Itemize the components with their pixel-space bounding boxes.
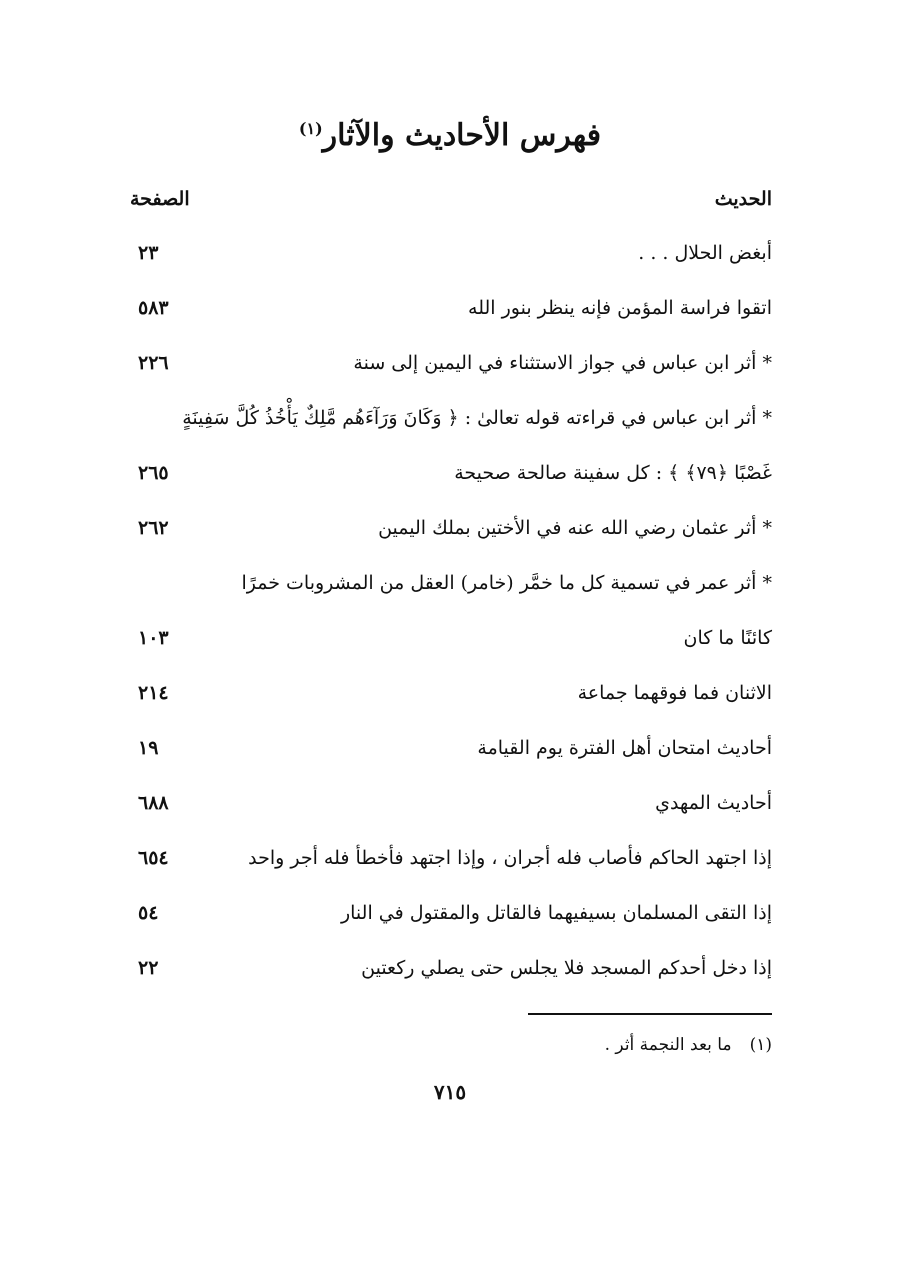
- index-entry: [130, 405, 772, 460]
- entry-page: ٢١٤: [138, 682, 169, 704]
- page-column-header: الصفحة: [130, 188, 190, 210]
- index-entry: [130, 570, 772, 625]
- entry-text: * أثر ابن عباس في جواز الاستثناء في اليمين إلى سنة: [353, 352, 772, 374]
- footnote-marker: (١): [749, 1035, 772, 1055]
- entry-text: كائنًا ما كان: [683, 627, 772, 649]
- footnote-text: ما بعد النجمة أثر .: [604, 1035, 732, 1055]
- index-entry: [130, 295, 772, 350]
- entry-text: أبغض الحلال . . .: [638, 242, 772, 264]
- entry-page: ٢٢: [138, 957, 159, 979]
- index-entry: [130, 625, 772, 680]
- entry-page: ٢٣: [138, 242, 159, 264]
- index-entry: [130, 735, 772, 790]
- entry-text: * أثر عثمان رضي الله عنه في الأختين بملك اليمين: [378, 517, 772, 539]
- entry-page: ٢٢٦: [138, 352, 169, 374]
- entry-page: ٢٦٥: [138, 462, 169, 484]
- entry-text: إذا دخل أحدكم المسجد فلا يجلس حتى يصلي ركعتين: [361, 957, 772, 979]
- index-entry: [130, 680, 772, 735]
- entry-page: ٥٤: [138, 902, 159, 924]
- index-entry: [130, 460, 772, 515]
- entry-text: غَصْبًا ﴿٧٩﴾ ﴾ : كل سفينة صالحة صحيحة: [454, 462, 772, 484]
- entry-text: * أثر ابن عباس في قراءته قوله تعالىٰ : ﴿ وَكَانَ وَرَآءَهُم مَّلِكٌ يَأْخُذُ كُلَّ سَفِينَةٍ: [182, 407, 772, 429]
- entry-text: إذا اجتهد الحاكم فأصاب فله أجران ، وإذا اجتهد فأخطأ فله أجر واحد: [248, 847, 772, 869]
- index-entry: [130, 845, 772, 900]
- entry-text: أحاديث امتحان أهل الفترة يوم القيامة: [477, 737, 772, 759]
- entry-text: * أثر عمر في تسمية كل ما خمَّر (خامر) العقل من المشروبات خمرًا: [241, 572, 772, 594]
- title-footnote-marker: (١): [298, 119, 323, 138]
- entry-page: ٢٦٢: [138, 517, 169, 539]
- entry-page: ٥٨٣: [138, 297, 169, 319]
- index-entry: [130, 240, 772, 295]
- entry-page: ١٩: [138, 737, 159, 759]
- index-entry: [130, 790, 772, 845]
- entry-text: إذا التقى المسلمان بسيفيهما فالقاتل والمقتول في النار: [340, 902, 772, 924]
- index-entry: [130, 900, 772, 955]
- page-title-text: فهرس الأحاديث والآثار: [322, 118, 602, 153]
- entry-page: ٦٨٨: [138, 792, 169, 814]
- index-entries: [130, 240, 772, 1010]
- entry-text: الاثنان فما فوقهما جماعة: [577, 682, 772, 704]
- entry-page: ٦٥٤: [138, 847, 169, 869]
- index-entry: [130, 350, 772, 405]
- hadith-column-header: الحديث: [714, 188, 772, 210]
- footnote: [605, 1035, 772, 1055]
- page-number: ٧١٥: [433, 1080, 467, 1104]
- page-title: [0, 118, 900, 153]
- entry-text: اتقوا فراسة المؤمن فإنه ينظر بنور الله: [468, 297, 772, 319]
- entry-text: أحاديث المهدي: [655, 792, 772, 814]
- footnote-divider: [528, 1013, 772, 1015]
- column-headers: [130, 188, 772, 220]
- entry-page: ١٠٣: [138, 627, 169, 649]
- index-entry: [130, 955, 772, 1010]
- index-entry: [130, 515, 772, 570]
